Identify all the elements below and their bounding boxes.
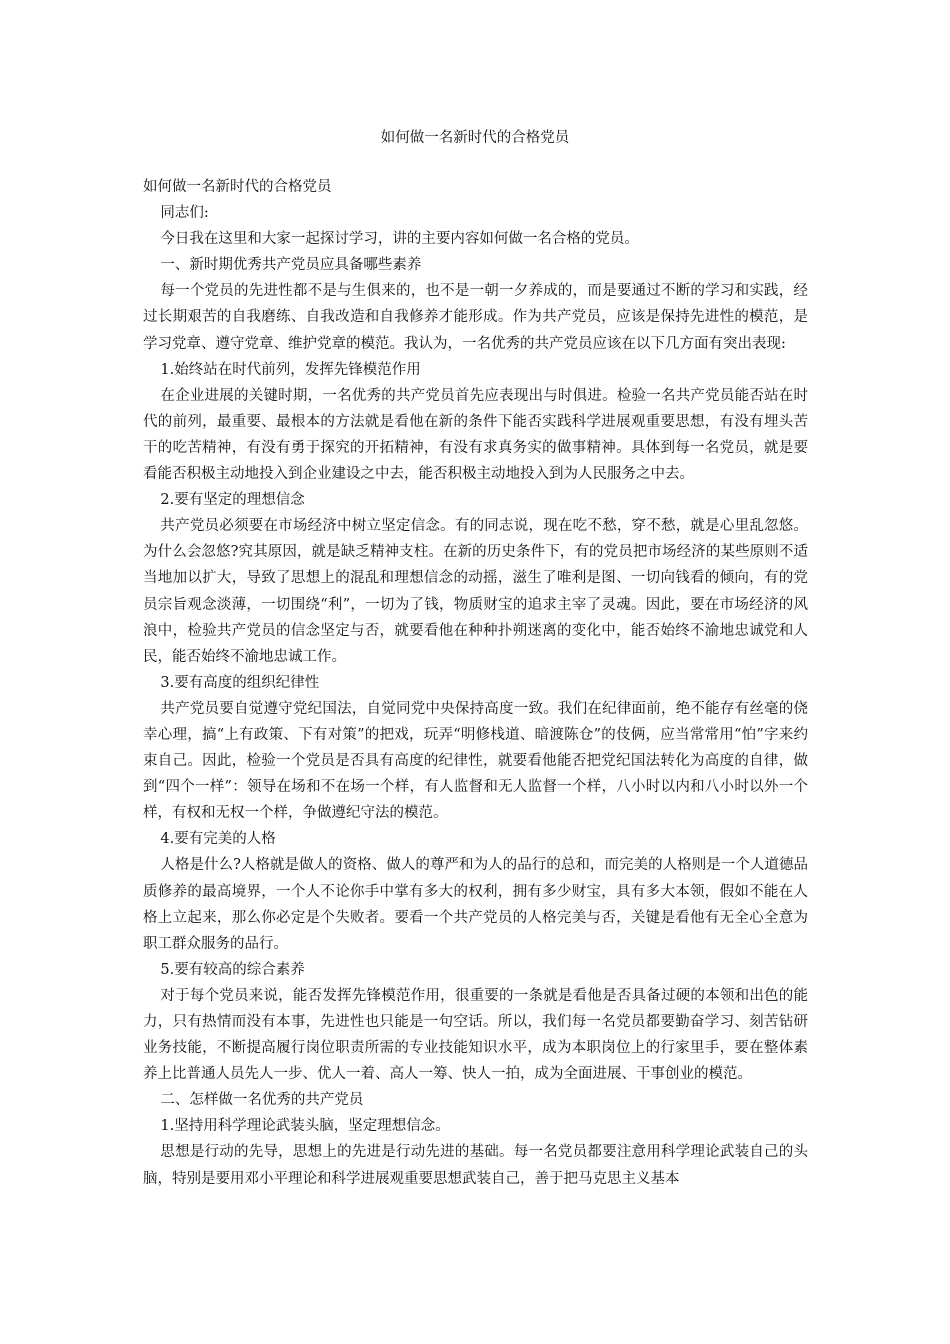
subheading-1-5: 5.要有较高的综合素养 bbox=[160, 961, 305, 978]
opening-title-line: 如何做一名新时代的合格党员 bbox=[143, 179, 332, 195]
subheading-2-1: 1.坚持用科学理论武装头脑，坚定理想信念。 bbox=[160, 1118, 450, 1135]
section-heading-2: 二、怎样做一名优秀的共产党员 bbox=[160, 1092, 364, 1109]
paragraph: 在企业进展的关键时期，一名优秀的共产党员首先应表现出与时俱进。检验一名共产党员能否站在时代的前列，最重要、最根本的方法就是看他在新的条件下能否实践科学进展观重要思想，有没有埋头苦干的吃苦精神，有没有勇于探究的开拓精神，有没有求真务实的做事精神。具体到每一名党员，就是要看能否积极主动地投入到企业建设之中去，能否积极主动地投入到为人民服务之中去。 bbox=[143, 387, 808, 483]
intro-paragraph: 今日我在这里和大家一起探讨学习，讲的主要内容如何做一名合格的党员。 bbox=[160, 231, 639, 248]
paragraph: 人格是什么?人格就是做人的资格、做人的尊严和为人的品行的总和，而完美的人格则是一个人道德品质修养的最高境界，一个人不论你手中掌有多大的权利，拥有多少财宝，具有多大本领，假如不能在人格上立起来，那么你必定是个失败者。要看一个共产党员的人格完美与否，关键是看他有无全心全意为职工群众服务的品行。 bbox=[143, 857, 808, 952]
paragraph: 共产党员要自觉遵守党纪国法，自觉同党中央保持高度一致。我们在纪律面前，绝不能存有丝毫的侥幸心理，搞“上有政策、下有对策”的把戏，玩弄“明修栈道、暗渡陈仓”的伎俩，应当常常用“怕”字来约束自己。因此，检验一个党员是否具有高度的纪律性，就要看他能否把党纪国法转化为高度的自律，做到“四个一样”：领导在场和不在场一个样，有人监督和无人监督一个样，八小时以内和八小时以外一个样，有权和无权一个样，争做遵纪守法的模范。 bbox=[143, 700, 808, 822]
paragraph: 思想是行动的先导，思想上的先进是行动先进的基础。每一名党员都要注意用科学理论武装自己的头脑，特别是要用邓小平理论和科学进展观重要思想武装自己，善于把马克思主义基本 bbox=[143, 1144, 808, 1187]
document-body bbox=[143, 174, 808, 1192]
paragraph: 共产党员必须要在市场经济中树立坚定信念。有的同志说，现在吃不愁，穿不愁，就是心里乱忽悠。为什么会忽悠?究其原因，就是缺乏精神支柱。在新的历史条件下，有的党员把市场经济的某些原则不适当地加以扩大，导致了思想上的混乱和理想信念的动摇，滋生了唯利是图、一切向钱看的倾向，有的党员宗旨观念淡薄，一切围绕“利”，一切为了钱，物质财宝的追求主宰了灵魂。因此，要在市场经济的风浪中，检验共产党员的信念坚定与否，就要看他在种种扑朔迷离的变化中，能否始终不渝地忠诚党和人民，能否始终不渝地忠诚工作。 bbox=[143, 518, 808, 665]
salutation: 同志们: bbox=[160, 205, 209, 222]
paragraph: 每一个党员的先进性都不是与生俱来的，也不是一朝一夕养成的，而是要通过不断的学习和实践，经过长期艰苦的自我磨练、自我改造和自我修养才能形成。作为共产党员，应该是保持先进性的模范，是学习党章、遵守党章、维护党章的模范。我认为，一名优秀的共产党员应该在以下几方面有突出表现: bbox=[143, 283, 808, 352]
subheading-1-1: 1.始终站在时代前列，发挥先锋模范作用 bbox=[160, 361, 421, 378]
paragraph: 对于每个党员来说，能否发挥先锋模范作用，很重要的一条就是看他是否具备过硬的本领和出色的能力，只有热情而没有本事，先进性也只能是一句空话。所以，我们每一名党员都要勤奋学习、刻苦钻研业务技能，不断提高履行岗位职责所需的专业技能知识水平，成为本职岗位上的行家里手，要在整体素养上比普通人员先人一步、优人一着、高人一筹、快人一拍，成为全面进展、干事创业的模范。 bbox=[143, 987, 808, 1083]
subheading-1-2: 2.要有坚定的理想信念 bbox=[160, 492, 305, 509]
subheading-1-3: 3.要有高度的组织纪律性 bbox=[160, 674, 320, 691]
subheading-1-4: 4.要有完美的人格 bbox=[160, 831, 276, 848]
section-heading-1: 一、新时期优秀共产党员应具备哪些素养 bbox=[160, 257, 422, 274]
document-title: 如何做一名新时代的合格党员 bbox=[380, 130, 570, 146]
